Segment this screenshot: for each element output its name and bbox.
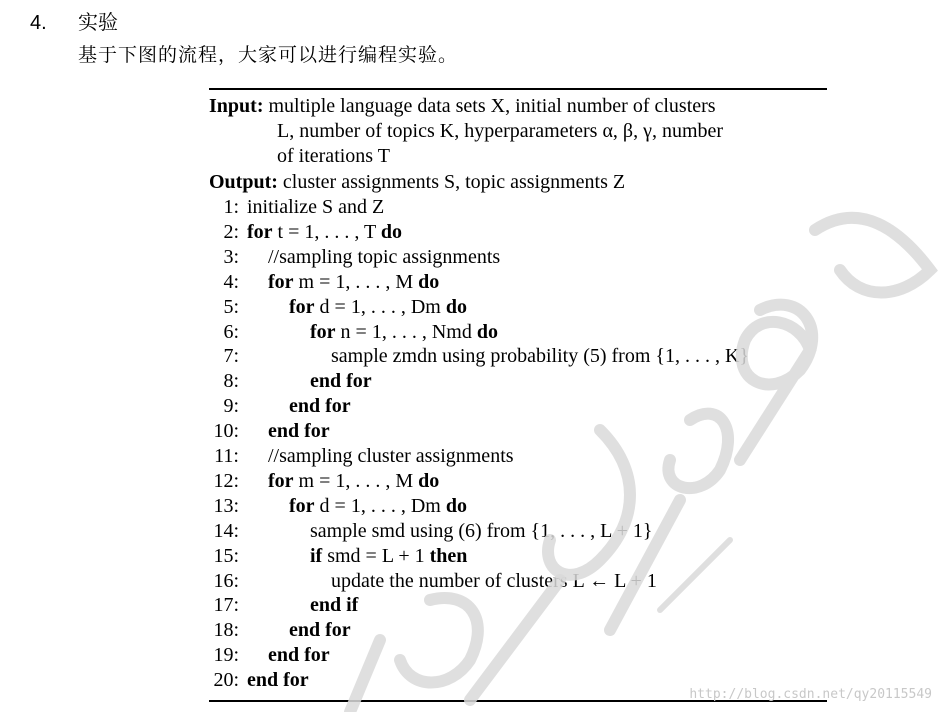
line-number: 8: <box>223 370 239 393</box>
line-text: //sampling topic assignments <box>268 245 501 268</box>
line-text: sample smd using (6) from {1, . . . , L + 1} <box>310 519 653 542</box>
input-label: Input: <box>209 95 264 117</box>
input-row <box>209 94 716 119</box>
line-number: 10: <box>213 420 239 443</box>
algorithm-line <box>209 245 500 270</box>
line-text: //sampling cluster assignments <box>268 445 514 467</box>
line-text: end for <box>247 669 309 692</box>
algorithm-line <box>209 494 467 519</box>
algorithm-line <box>209 519 652 544</box>
algorithm-box <box>209 88 827 702</box>
line-number: 14: <box>213 519 239 542</box>
algorithm-line <box>209 569 657 594</box>
line-text: update the number of clusters L ← L + 1 <box>331 569 657 592</box>
algorithm-line <box>209 295 467 320</box>
line-text: for d = 1, . . . , Dm do <box>289 494 467 517</box>
algorithm-line <box>209 444 514 469</box>
line-number: 16: <box>213 569 239 592</box>
url-watermark: http://blog.csdn.net/qy20115549 <box>689 687 932 702</box>
line-number: 19: <box>213 644 239 667</box>
output-label: Output: <box>209 171 278 193</box>
input-line-1: multiple language data sets X, initial number of clusters <box>268 95 716 117</box>
line-number: 18: <box>213 619 239 642</box>
line-text: if smd = L + 1 then <box>310 544 468 567</box>
line-number: 1: <box>223 196 239 218</box>
section-title: 实验 <box>78 12 118 34</box>
algorithm-line <box>209 369 372 394</box>
line-text: end for <box>268 644 330 667</box>
watermark-stroke <box>815 218 930 293</box>
input-line-2: L, number of topics K, hyperparameters α, β, γ, number <box>277 120 724 142</box>
line-text: for m = 1, . . . , M do <box>268 469 440 492</box>
section-heading <box>30 6 118 35</box>
algorithm-line <box>209 419 330 444</box>
output-row <box>209 170 625 195</box>
line-text: end for <box>268 420 330 443</box>
line-text: end for <box>310 370 372 393</box>
intro-text: 基于下图的流程，大家可以进行编程实验。 <box>78 44 459 66</box>
algorithm-line <box>209 544 467 569</box>
line-number: 4: <box>223 270 239 293</box>
algorithm-line <box>209 469 439 494</box>
input-line-3: of iterations T <box>277 145 390 167</box>
line-number: 9: <box>223 395 239 418</box>
section-number: 4. <box>30 12 47 34</box>
algorithm-line <box>209 220 402 245</box>
algorithm-line <box>209 593 358 618</box>
line-number: 20: <box>213 669 239 692</box>
line-text: for t = 1, . . . , T do <box>247 220 403 243</box>
line-number: 5: <box>223 295 239 318</box>
line-text: end for <box>289 395 351 418</box>
algorithm-line <box>209 320 498 345</box>
line-number: 13: <box>213 494 239 517</box>
line-text: end for <box>289 619 351 642</box>
line-text: for d = 1, . . . , Dm do <box>289 295 467 318</box>
line-text: for m = 1, . . . , M do <box>268 270 440 293</box>
algorithm-line <box>209 344 749 369</box>
line-number: 15: <box>213 544 239 567</box>
line-text: initialize S and Z <box>247 196 385 218</box>
line-number: 11: <box>214 445 239 467</box>
output-text: cluster assignments S, topic assignments Z <box>282 171 626 193</box>
algorithm-line <box>209 270 439 295</box>
line-text: end if <box>310 594 359 617</box>
line-text: sample zmdn using probability (5) from {1, . . . , K} <box>331 345 750 368</box>
algorithm-line <box>209 668 309 693</box>
algorithm-line <box>209 643 330 668</box>
algorithm-line <box>209 618 351 643</box>
algorithm-line <box>209 195 384 220</box>
line-number: 2: <box>223 220 239 243</box>
line-number: 3: <box>223 245 239 268</box>
line-number: 17: <box>213 594 239 617</box>
line-number: 6: <box>223 320 239 343</box>
line-number: 7: <box>223 345 239 368</box>
line-number: 12: <box>213 469 239 492</box>
algorithm-line <box>209 394 351 419</box>
line-text: for n = 1, . . . , Nmd do <box>310 320 498 343</box>
